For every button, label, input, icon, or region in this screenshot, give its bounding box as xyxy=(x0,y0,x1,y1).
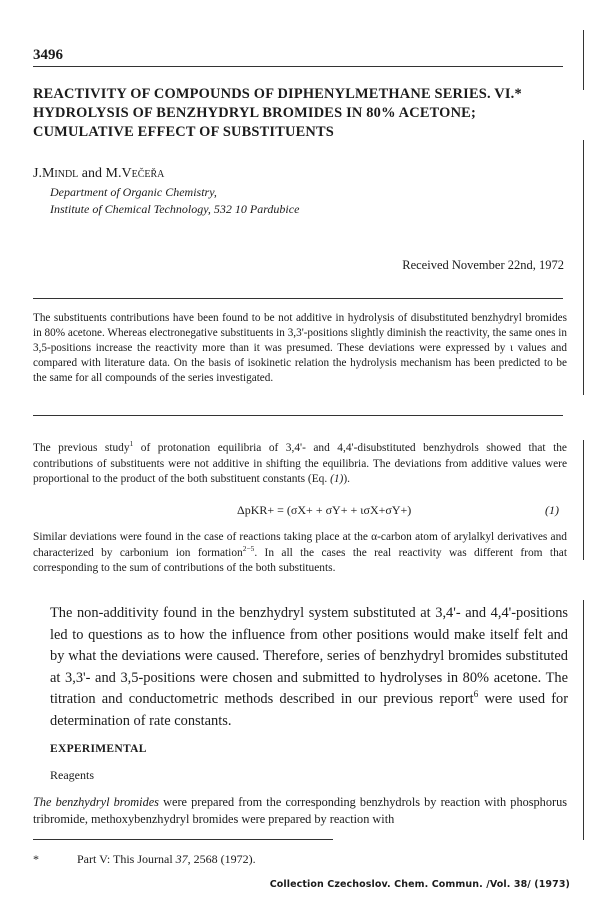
journal-footer: Collection Czechoslov. Chem. Commun. /Vol. 38/ (1973) xyxy=(269,879,570,890)
authors-line xyxy=(33,166,164,182)
footnote-rule xyxy=(33,839,333,840)
footnote xyxy=(33,852,256,867)
author-joiner: and xyxy=(78,166,106,181)
experimental-paragraph xyxy=(33,794,567,828)
abstract-rule-bottom xyxy=(33,415,563,416)
author-name: Mindl xyxy=(41,166,79,181)
margin-edge-line xyxy=(583,440,584,560)
section-heading: EXPERIMENTAL xyxy=(50,743,147,755)
journal-volume: 37 xyxy=(175,852,188,866)
reference-mark: 1 xyxy=(129,439,134,449)
text-run: . In all the cases the real reactivity was different from that corresponding to the sum of contributions of the both substituents. xyxy=(33,546,567,574)
text-run: The previous study xyxy=(33,442,130,454)
intro-paragraph-1 xyxy=(33,441,567,488)
margin-edge-line xyxy=(583,140,584,395)
text-run: Similar deviations were found in the case of reactions taking place at the α-carbon atom of arylalkyl derivatives and characterized by carbonium ion formation xyxy=(33,531,567,559)
affiliation-line: Institute of Chemical Technology, 532 10 Pardubice xyxy=(50,202,300,216)
equation-number: (1) xyxy=(545,503,559,517)
abstract-rule-top xyxy=(33,298,563,299)
affiliation-line: Department of Organic Chemistry, xyxy=(50,185,217,199)
article-title xyxy=(33,85,573,142)
title-line: REACTIVITY OF COMPOUNDS OF DIPHENYLMETHANE SERIES. VI.* xyxy=(33,86,522,102)
italic-run: The benzhydryl bromides xyxy=(33,795,159,809)
text-run: of protonation equilibria of 3,4'- and 4,4'-disubstituted benzhydrols showed that the contributions of substituents were not additive in shifting the equilibria. The deviations from additive values were proportional to the product of the both substituent constants (Eq. xyxy=(33,442,567,485)
text-run: ). xyxy=(343,473,351,485)
received-date: Received November 22nd, 1972 xyxy=(402,258,564,272)
affiliation xyxy=(50,184,299,218)
equation: ΔpKR+ = (σX+ + σY+ + ισX+σY+) xyxy=(237,503,412,517)
page-number: 3496 xyxy=(33,47,63,63)
text-run: were used for determination of rate constants. xyxy=(50,691,568,729)
author-name: Večeřa xyxy=(121,166,165,181)
main-paragraph xyxy=(50,603,568,732)
text-run: , 2568 (1972). xyxy=(187,852,256,866)
subsection-heading: Reagents xyxy=(50,768,94,782)
author-initial: M. xyxy=(105,166,122,181)
abstract: The substituents contributions have been found to be not additive in hydrolysis of disubstituted benzhydryl bromides in 80% acetone. Whereas electronegative substituents in 3,3'-positions slightly diminish the reactivity, the same ones in 3,5-positions increase the reactivity more than it was presumed. These deviations were expressed by ι values and compared with literature data. On the basis of isokinetic relation the hydrolysis mechanism has been predicted to be the same for all compounds of the series investigated. xyxy=(33,312,567,384)
text-run: were prepared from the corresponding benzhydrols by reaction with phosphorus tribromide, methoxybenzhydryl bromides were prepared by reaction with xyxy=(33,795,567,826)
text-run: Part V: This Journal xyxy=(77,852,176,866)
margin-edge-line xyxy=(583,600,584,840)
reference-mark: 2−5 xyxy=(242,543,255,553)
equation-reference: (1) xyxy=(330,473,344,485)
intro-paragraph-2 xyxy=(33,530,567,577)
margin-edge-line xyxy=(583,30,584,90)
text-run: The non-additivity found in the benzhydryl system substituted at 3,4'- and 4,4'-positions led to questions as to how the influence from other positions would make itself felt and by what the deviations were caused. Therefore, series of benzhydryl bromides substituted at 3,3'- and 3,5-positions were chosen and submitted to hydrolyses in 80% acetone. The titration and conductometric methods described in our previous report xyxy=(50,605,568,707)
header-rule xyxy=(33,66,563,67)
title-line: CUMULATIVE EFFECT OF SUBSTITUENTS xyxy=(33,124,335,140)
author-initial: J. xyxy=(33,166,42,181)
reference-mark: 6 xyxy=(473,690,479,701)
equation-block xyxy=(33,503,567,523)
title-line: HYDROLYSIS OF BENZHYDRYL BROMIDES IN 80% ACETONE; xyxy=(33,105,476,121)
footnote-marker: * xyxy=(33,852,39,866)
